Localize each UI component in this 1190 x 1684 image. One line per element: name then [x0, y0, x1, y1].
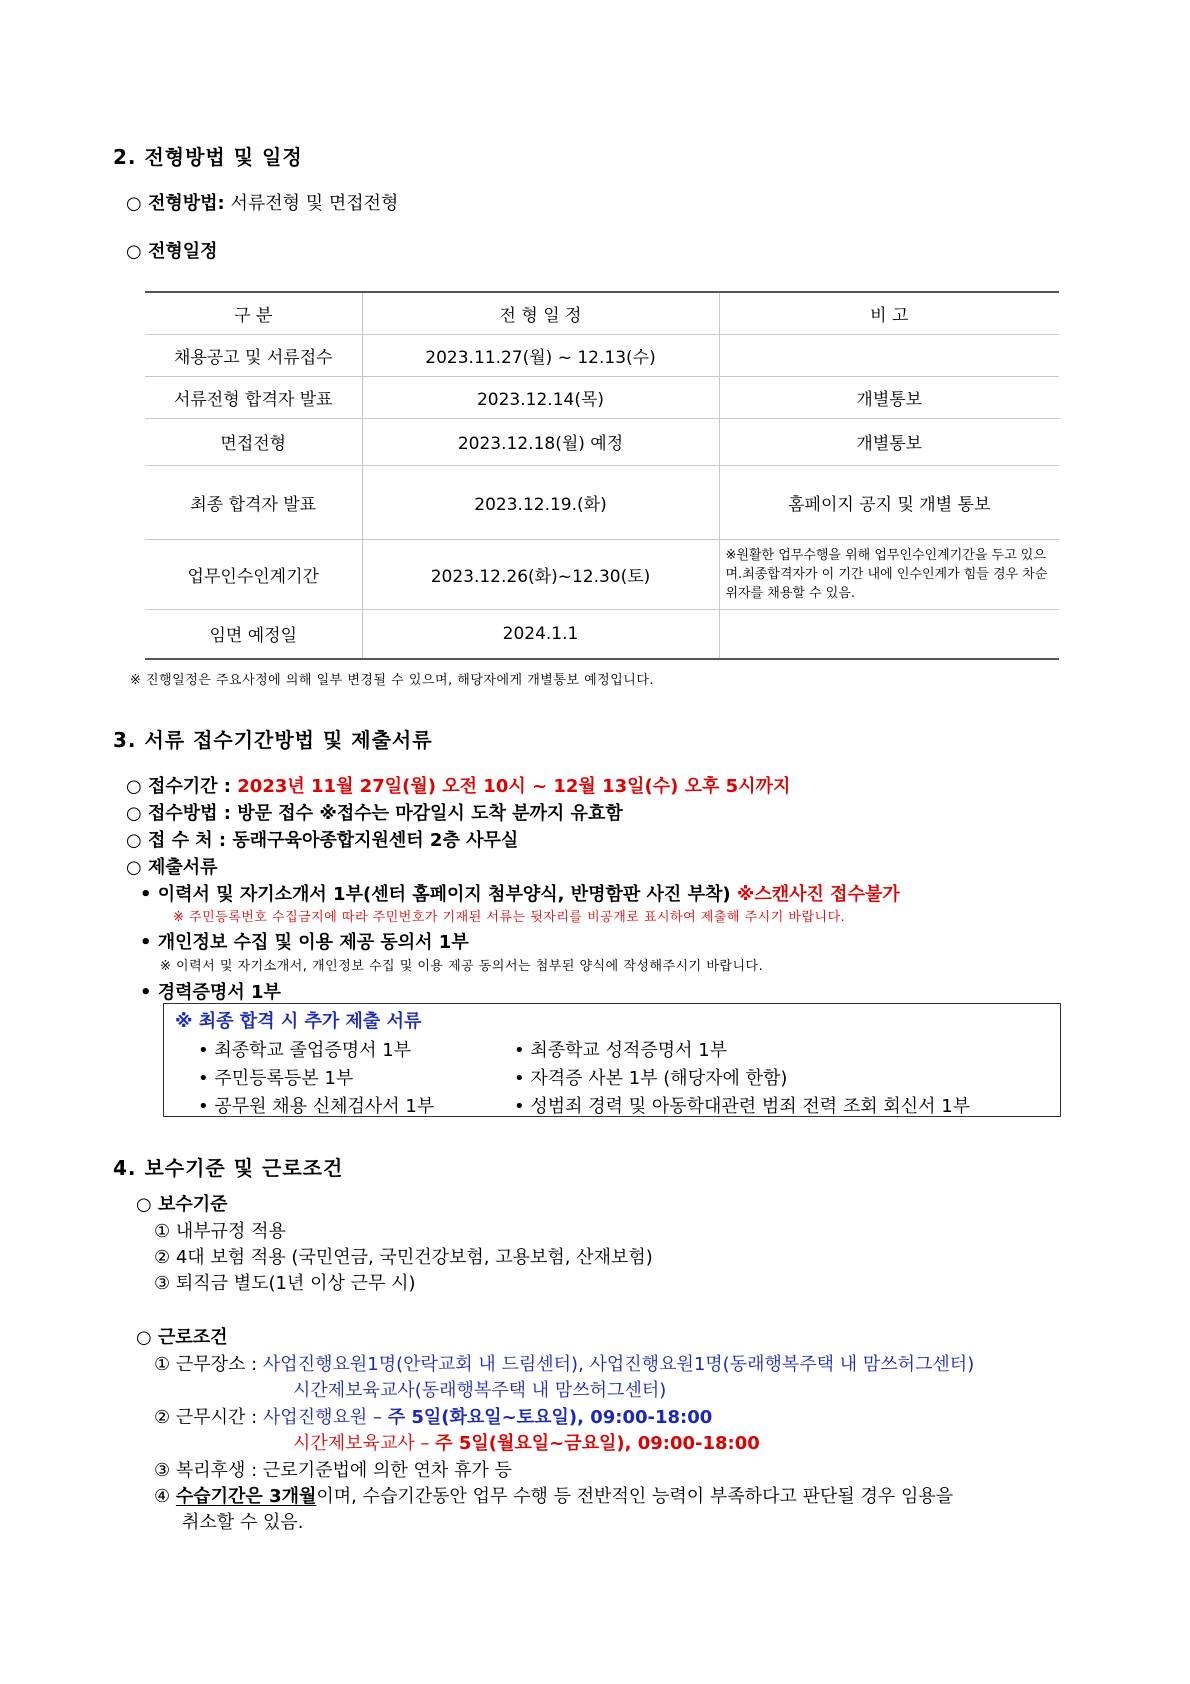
work-place-line: [154, 1350, 974, 1376]
table-row: [145, 376, 1059, 418]
table-cell: 2023.12.26(화)~12.30(토): [362, 539, 719, 609]
docs-label: ○ 제출서류: [126, 857, 218, 878]
table-header-cell: 전 형 일 정: [362, 292, 719, 334]
selection-method-line: [126, 189, 398, 215]
probation-period: 수습기간은 3개월: [175, 1486, 317, 1507]
work-hours-label: ② 근무시간 :: [154, 1407, 263, 1428]
resident-number-note: ※ 주민등록번호 수집금지에 따라 주민번호가 기재된 서류는 뒷자리를 비공개로 표시하여 제출해 주시기 바랍니다.: [173, 910, 846, 925]
work-hours-line-2: [293, 1429, 760, 1455]
table-header-cell: 비 고: [719, 292, 1059, 334]
table-cell: 업무인수인계기간: [145, 539, 362, 609]
table-cell: 2023.12.14(목): [362, 376, 719, 418]
work-hours-role-2: 시간제보육교사 –: [293, 1433, 436, 1454]
scan-not-accepted-note: ※스캔사진 접수불가: [736, 884, 900, 905]
work-conditions-label: ○ 근로조건: [136, 1327, 228, 1348]
list-item: • 최종학교 졸업증명서 1부: [198, 1040, 412, 1061]
table-cell: 홈페이지 공지 및 개별 통보: [719, 465, 1059, 539]
table-header-row: [145, 292, 1059, 334]
table-cell: 서류전형 합격자 발표: [145, 376, 362, 418]
list-item: • 주민등록등본 1부: [198, 1068, 354, 1089]
table-cell: [719, 334, 1059, 376]
table-note-cell: ※원활한 업무수행을 위해 업무인수인계기간을 두고 있으며.최종합격자가 이 기간 내에 인수인계가 힘들 경우 차순위자를 채용할 수 있음.: [719, 539, 1059, 609]
doc-item-privacy-consent: • 개인정보 수집 및 이용 제공 동의서 1부: [140, 932, 469, 953]
table-cell: [719, 609, 1059, 659]
table-cell: 2023.12.19.(화): [362, 465, 719, 539]
pay-label: ○ 보수기준: [136, 1194, 228, 1215]
section-2-title: 2. 전형방법 및 일정: [113, 145, 303, 169]
work-hours-role-1: 사업진행요원 –: [262, 1407, 388, 1428]
additional-docs-title: ※ 최종 합격 시 추가 제출 서류: [175, 1011, 422, 1032]
list-item: • 성범죄 경력 및 아동학대관련 범죄 전력 조회 회신서 1부: [514, 1096, 971, 1117]
list-item: ③ 퇴직금 별도(1년 이상 근무 시): [154, 1273, 416, 1294]
list-item: ② 4대 보험 적용 (국민연금, 국민건강보험, 고용보험, 산재보험): [154, 1247, 653, 1268]
section-4-title: 4. 보수기준 및 근로조건: [113, 1156, 344, 1180]
table-header-cell: 구 분: [145, 292, 362, 334]
probation-line: [154, 1482, 953, 1508]
work-hours-value-2: 주 5일(월요일~금요일), 09:00-18:00: [435, 1433, 760, 1454]
table-cell: 개별통보: [719, 376, 1059, 418]
method-line: ○ 접수방법 : 방문 접수 ※접수는 마감일시 도착 분까지 유효함: [126, 803, 623, 824]
selection-method-label: ○ 전형방법:: [126, 193, 225, 214]
section-3-title: 3. 서류 접수기간방법 및 제출서류: [113, 728, 433, 752]
list-item: • 최종학교 성적증명서 1부: [514, 1040, 728, 1061]
table-cell: 최종 합격자 발표: [145, 465, 362, 539]
welfare-line: ③ 복리후생 : 근로기준법에 의한 연차 휴가 등: [154, 1460, 512, 1481]
work-place-label: ① 근무장소 :: [154, 1354, 263, 1375]
table-cell: 2023.12.18(월) 예정: [362, 418, 719, 465]
doc-item-career-certificate: • 경력증명서 1부: [140, 982, 281, 1003]
work-place-value-2: 시간제보육교사(동래행복주택 내 맘쓰허그센터): [293, 1380, 667, 1401]
table-row: [145, 334, 1059, 376]
table-row: [145, 465, 1059, 539]
work-hours-value-1: 주 5일(화요일~토요일), 09:00-18:00: [387, 1407, 713, 1428]
table-cell: 2024.1.1: [362, 609, 719, 659]
work-hours-line: [154, 1403, 712, 1429]
period-value: 2023년 11월 27일(월) 오전 10시 ~ 12월 13일(수) 오후 5시까지: [237, 776, 791, 797]
table-cell: 임면 예정일: [145, 609, 362, 659]
forms-note: ※ 이력서 및 자기소개서, 개인정보 수집 및 이용 제공 동의서는 첨부된 양식에 작성해주시기 바랍니다.: [160, 959, 764, 974]
table-cell: 2023.11.27(월) ~ 12.13(수): [362, 334, 719, 376]
table-cell: 채용공고 및 서류접수: [145, 334, 362, 376]
work-place-value: 사업진행요원1명(안락교회 내 드림센터), 사업진행요원1명(동래행복주택 내 맘쓰허그센터): [262, 1354, 975, 1375]
doc-item-resume-text: • 이력서 및 자기소개서 1부(센터 홈페이지 첨부양식, 반명함판 사진 부착): [140, 884, 737, 905]
table-cell: 면접전형: [145, 418, 362, 465]
period-line: [126, 772, 790, 798]
table-row: [145, 609, 1059, 659]
list-item: • 공무원 채용 신체검사서 1부: [198, 1096, 435, 1117]
table-cell: 개별통보: [719, 418, 1059, 465]
table-row: [145, 418, 1059, 465]
schedule-table: [145, 291, 1059, 660]
schedule-footnote: ※ 진행일정은 주요사정에 의해 일부 변경될 수 있으며, 해당자에게 개별통보 예정입니다.: [130, 673, 655, 688]
list-item: • 자격증 사본 1부 (해당자에 한함): [514, 1068, 788, 1089]
schedule-label: ○ 전형일정: [126, 241, 218, 262]
table-row: [145, 539, 1059, 609]
doc-item-resume: [140, 880, 900, 906]
period-label: ○ 접수기간 :: [126, 776, 238, 797]
probation-line-2: 취소할 수 있음.: [182, 1512, 304, 1533]
probation-text: 이며, 수습기간동안 업무 수행 등 전반적인 능력이 부족하다고 판단될 경우 임용을: [316, 1486, 954, 1507]
place-line: ○ 접 수 처 : 동래구육아종합지원센터 2층 사무실: [126, 830, 519, 851]
probation-number: ④: [154, 1486, 176, 1507]
list-item: ① 내부규정 적용: [154, 1221, 286, 1242]
selection-method-value: 서류전형 및 면접전형: [224, 193, 399, 214]
